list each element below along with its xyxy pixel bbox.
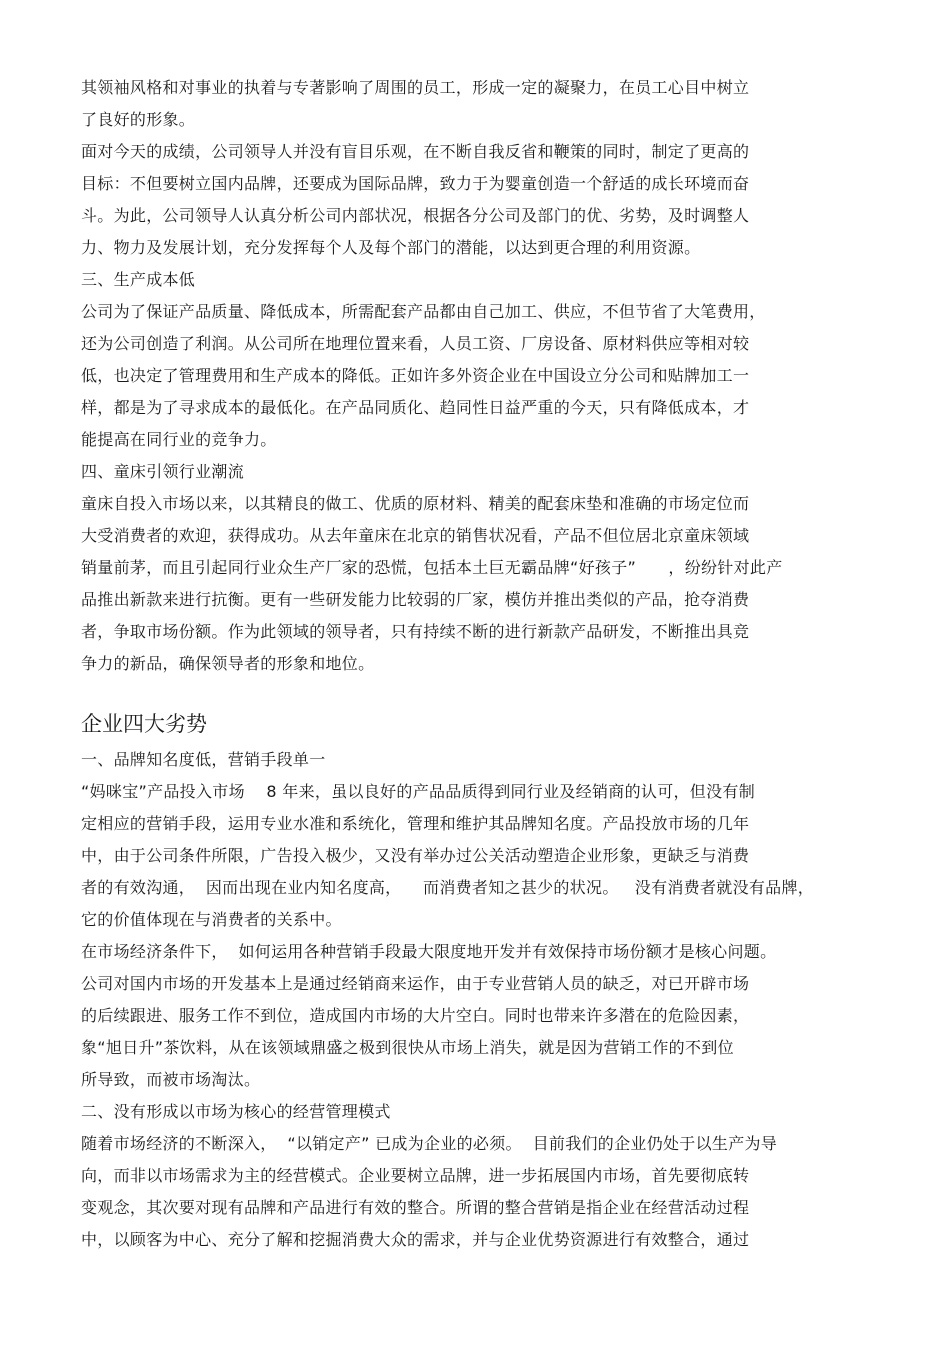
paragraph-line: 公司为了保证产品质量、降低成本，所需配套产品都由自己加工、供应，不但节省了大笔费用， (81, 302, 766, 321)
paragraph-line: 其领袖风格和对事业的执着与专著影响了周围的员工，形成一定的凝聚力，在员工心目中树立 (81, 78, 750, 97)
paragraph-line: 争力的新品，确保领导者的形象和地位。 (81, 654, 375, 673)
section-title: 企业四大劣势 (81, 712, 207, 736)
paragraph-line: 中，由于公司条件所限，广告投入极少，又没有举办过公关活动塑造企业形象，更缺乏与消费 (81, 846, 750, 865)
paragraph-line: 在市场经济条件下， 如何运用各种营销手段最大限度地开发并有效保持市场份额才是核心问题。 (81, 942, 777, 961)
paragraph-line: 面对今天的成绩，公司领导人并没有盲目乐观，在不断自我反省和鞭策的同时，制定了更高的 (81, 142, 750, 161)
paragraph-line: 样，都是为了寻求成本的最低化。在产品同质化、趋同性日益严重的今天，只有降低成本，才 (81, 398, 750, 417)
paragraph-line: 大受消费者的欢迎，获得成功。从去年童床在北京的销售状况看，产品不但位居北京童床领域 (81, 526, 750, 545)
subheading-management-model: 二、没有形成以市场为核心的经营管理模式 (81, 1102, 391, 1121)
paragraph-line: 销量前茅，而且引起同行业众生产厂家的恐慌，包括本土巨无霸品牌“好孩子” ，纷纷针对此产 (81, 558, 783, 577)
paragraph-line: 向，而非以市场需求为主的经营模式。企业要树立品牌，进一步拓展国内市场，首先要彻底转 (81, 1166, 750, 1185)
paragraph-line: 了良好的形象。 (81, 110, 196, 129)
paragraph-line: 斗。为此，公司领导人认真分析公司内部状况，根据各分公司及部门的优、劣势，及时调整人 (81, 206, 750, 225)
paragraph-line: 还为公司创造了利润。从公司所在地理位置来看，人员工资、厂房设备、原材料供应等相对较 (81, 334, 750, 353)
paragraph-line: 所导致，而被市场淘汰。 (81, 1070, 261, 1089)
paragraph-line: 随着市场经济的不断深入， “以销定产” 已成为企业的必须。 目前我们的企业仍处于以生产为导 (81, 1134, 778, 1153)
paragraph-line: “妈咪宝”产品投入市场 8 年来，虽以良好的产品品质得到同行业及经销商的认可，但没有制 (81, 782, 755, 801)
paragraph-line: 公司对国内市场的开发基本上是通过经销商来运作，由于专业营销人员的缺乏，对已开辟市场 (81, 974, 750, 993)
subheading-brand-awareness: 一、品牌知名度低，营销手段单一 (81, 750, 326, 769)
paragraph-line: 的后续跟进、服务工作不到位，造成国内市场的大片空白。同时也带来许多潜在的危险因素， (81, 1006, 750, 1025)
paragraph-line: 它的价值体现在与消费者的关系中。 (81, 910, 342, 929)
paragraph-line: 力、物力及发展计划，充分发挥每个人及每个部门的潜能，以达到更合理的利用资源。 (81, 238, 701, 257)
paragraph-line: 变观念，其次要对现有品牌和产品进行有效的整合。所谓的整合营销是指企业在经营活动过程 (81, 1198, 750, 1217)
paragraph-line: 定相应的营销手段，运用专业水准和系统化，管理和维护其品牌知名度。产品投放市场的几年 (81, 814, 750, 833)
paragraph-line: 品推出新款来进行抗衡。更有一些研发能力比较弱的厂家，模仿并推出类似的产品，抢夺消费 (81, 590, 750, 609)
subheading-production-cost: 三、生产成本低 (81, 270, 196, 289)
paragraph-line: 者的有效沟通， 因而出现在业内知名度高， 而消费者知之甚少的状况。 没有消费者就没有品牌， (81, 878, 815, 897)
paragraph-line: 中，以顾客为中心、充分了解和挖掘消费大众的需求，并与企业优势资源进行有效整合，通过 (81, 1230, 750, 1249)
paragraph-line: 能提高在同行业的竞争力。 (81, 430, 277, 449)
paragraph-line: 目标：不但要树立国内品牌，还要成为国际品牌，致力于为婴童创造一个舒适的成长环境而奋 (81, 174, 750, 193)
paragraph-line: 低，也决定了管理费用和生产成本的降低。正如许多外资企业在中国设立分公司和贴牌加工一 (81, 366, 750, 385)
paragraph-line: 者，争取市场份额。作为此领域的领导者，只有持续不断的进行新款产品研发，不断推出具竞 (81, 622, 750, 641)
subheading-crib-trend: 四、童床引领行业潮流 (81, 462, 245, 481)
paragraph-line: 象“旭日升”茶饮料，从在该领域鼎盛之极到很快从市场上消失，就是因为营销工作的不到位 (81, 1038, 734, 1057)
paragraph-line: 童床自投入市场以来，以其精良的做工、优质的原材料、精美的配套床垫和准确的市场定位而 (81, 494, 750, 513)
